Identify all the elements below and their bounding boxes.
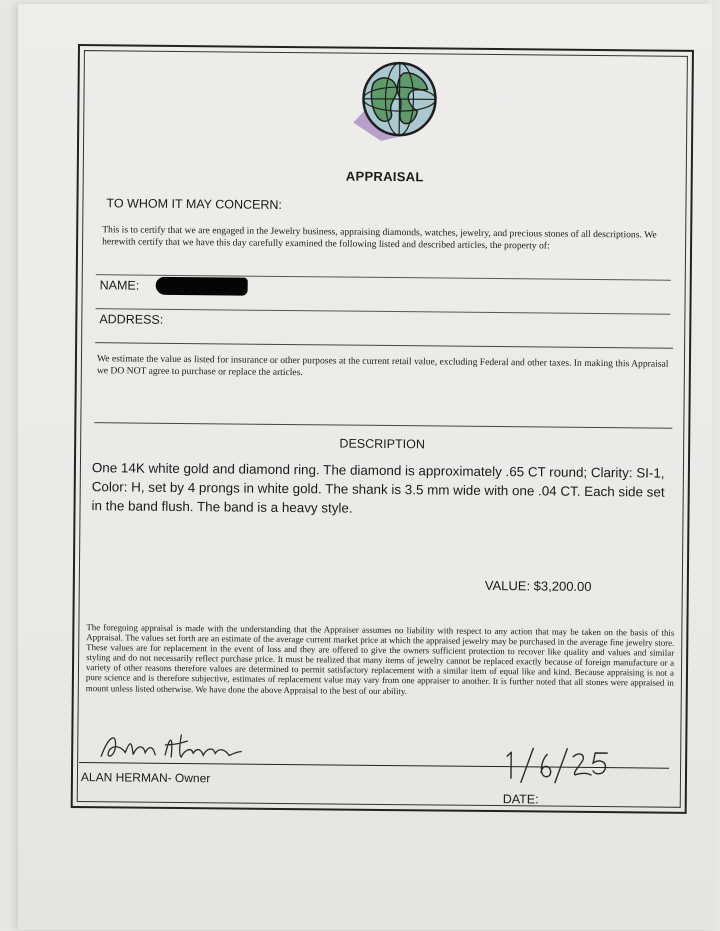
name-label: NAME: bbox=[99, 278, 140, 293]
description-heading: DESCRIPTION bbox=[339, 436, 425, 452]
owner-name: ALAN HERMAN- Owner bbox=[80, 770, 211, 786]
appraisal-frame bbox=[71, 44, 694, 814]
intro-paragraph: This is to certify that we are engaged in the Jewelry business, appraising diamonds, watches, jewelry, and precious stones of all descriptions. We herewith certify that we have this day carefully examined the following listed and described articles, the property of: bbox=[102, 224, 657, 252]
salutation: TO WHOM IT MAY CONCERN: bbox=[106, 196, 283, 212]
owner-signature bbox=[95, 728, 245, 763]
address-label: ADDRESS: bbox=[99, 312, 164, 327]
handwritten-date bbox=[503, 744, 613, 785]
disclaimer-paragraph: The foregoing appraisal is made with the understanding that the Appraiser assumes no liability with respect to any action that may be taken on the basis of this Appraisal. The values set forth are an estimate of the average current market price at which the appraised jewelry may be purchased in the average fine jewelry store. These values are for replacement in the event of loss and they are offered to give the owners sufficient protection to recover like quality and values and similar styling and do not necessarily reflect purchase price. It must be realized that many items of jewelry cannot be replaced exactly because of foreign manufacture or a variety of other reasons therefore values are determined to permit satisfactory replacement with a similar item of equal like and kind. Because appraising is not a pure science and is therefore subjective, estimates of replacement value may vary from one appraiser to another. It is further noted that all stones were appraised in mount unless listed otherwise. We have done the above Appraisal to the best of our ability. bbox=[85, 622, 675, 696]
redaction-mark bbox=[156, 277, 248, 296]
globe-logo-icon bbox=[351, 61, 446, 142]
description-text: One 14K white gold and diamond ring. The diamond is approximately .65 CT round; Clarity: SI-1, Color: H, set by 4 prongs in white gold. The shank is 3.5 mm wide with one .04 CT. Each side set in the band flush. The band is a heavy style. bbox=[91, 460, 665, 516]
paper-sheet bbox=[18, 4, 712, 930]
appraised-value: VALUE: $3,200.00 bbox=[484, 577, 592, 594]
estimate-paragraph: We estimate the value as listed for insurance or other purposes at the current retail value, excluding Federal and other taxes. In making this Appraisal we DO NOT agree to purchase or replace the articles. bbox=[96, 353, 669, 379]
page-title: APPRAISAL bbox=[345, 168, 424, 185]
date-label: DATE: bbox=[502, 792, 539, 807]
